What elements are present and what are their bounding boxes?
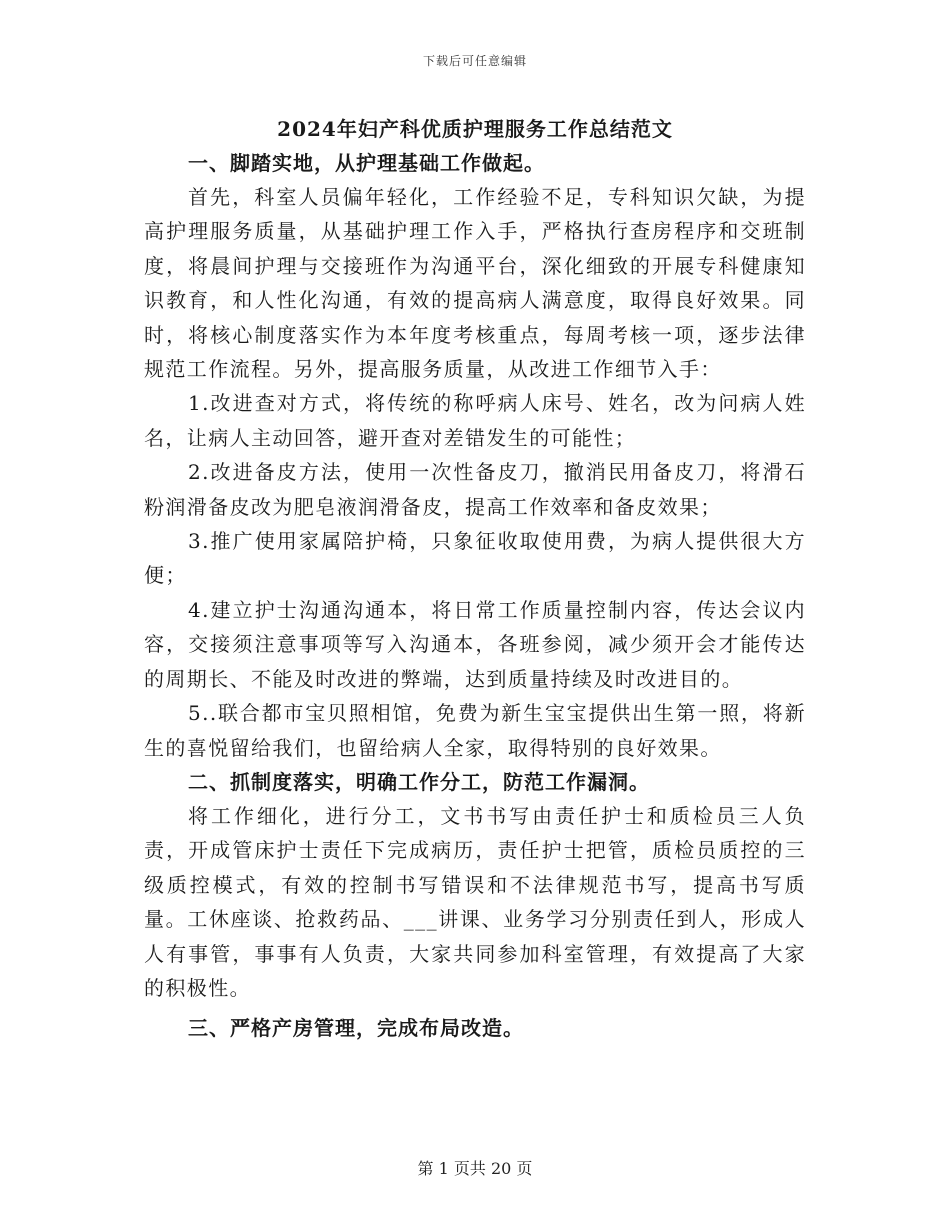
page-header-note: 下载后可任意编辑 [422,54,527,68]
section-heading-1: 一、脚踏实地，从护理基础工作做起。 [188,151,545,175]
paragraph: 首先，科室人员偏年轻化，工作经验不足，专科知识欠缺，为提高护理服务质量，从基础护理工作入手，严格执行查房程序和交班制度，将晨间护理与交接班作为沟通平台，深化细致的开展专科健康知识教育，和人性化沟通，有效的提高病人满意度，取得良好效果。同时，将核心制度落实作为本年度考核重点，每周考核一项，逐步法律规范工作流程。另外，提高服务质量，从改进工作细节入手： [144,185,806,382]
list-item-2: 2.改进备皮方法，使用一次性备皮刀，撤消民用备皮刀，将滑石粉润滑备皮改为肥皂液润滑备皮，提高工作效率和备皮效果； [144,460,806,519]
page-number: 第 1 页共 20 页 [417,1159,533,1178]
list-item-1: 1.改进查对方式，将传统的称呼病人床号、姓名，改为问病人姓名，让病人主动回答，避开查对差错发生的可能性； [144,391,806,450]
document-title: 2024年妇产科优质护理服务工作总结范文 [277,117,673,141]
list-item-3: 3.推广使用家属陪护椅，只象征收取使用费，为病人提供很大方便； [144,529,806,588]
list-item-5: 5..联合都市宝贝照相馆，免费为新生宝宝提供出生第一照，将新生的喜悦留给我们，也留给病人全家，取得特别的良好效果。 [144,701,806,760]
document-body [144,112,806,1045]
paragraph: 将工作细化，进行分工，文书书写由责任护士和质检员三人负责，开成管床护士责任下完成病历，责任护士把管，质检员质控的三级质控模式，有效的控制书写错误和不法律规范书写，提高书写质量。工休座谈、抢救药品、___讲课、业务学习分别责任到人，形成人人有事管，事事有人负责，大家共同参加科室管理，有效提高了大家的积极性。 [144,803,806,1000]
section-heading-3: 三、严格产房管理，完成布局改造。 [188,1016,524,1041]
list-item-4: 4.建立护士沟通沟通本，将日常工作质量控制内容，传达会议内容，交接须注意事项等写入沟通本，各班参阅，减少须开会才能传达的周期长、不能及时改进的弊端，达到质量持续及时改进目的。 [144,597,806,691]
section-heading-2: 二、抓制度落实，明确工作分工，防范工作漏洞。 [188,769,650,794]
